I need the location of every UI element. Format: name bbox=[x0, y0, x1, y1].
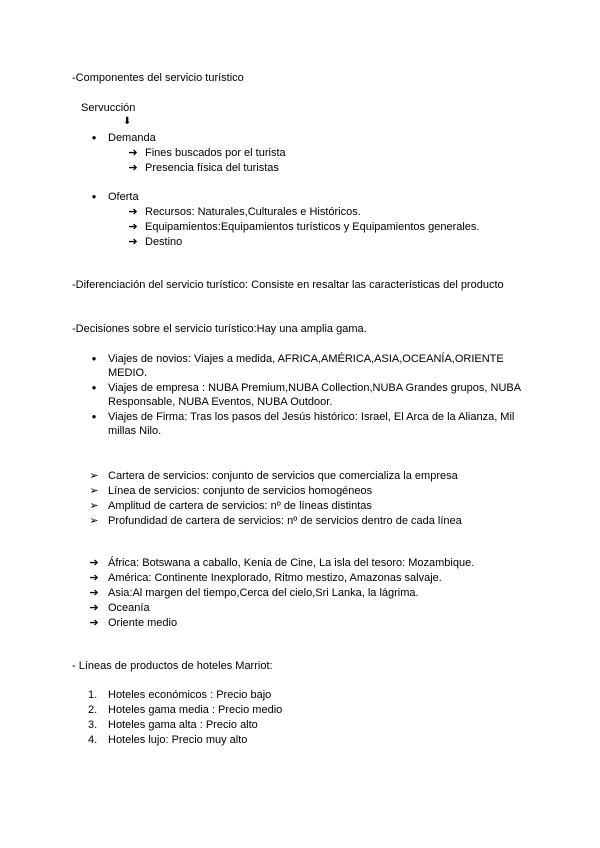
decision-line: Viajes de Firma: Tras los pasos del Jesús histórico: Israel, El Arca de la Alianza, Mil bbox=[108, 411, 515, 423]
arrow-icon: ➔ bbox=[89, 572, 99, 584]
bullet-icon: ● bbox=[91, 412, 97, 421]
demanda-label: Demanda bbox=[108, 132, 156, 144]
decision-line: MEDIO. bbox=[108, 367, 148, 379]
list-number: 2. bbox=[88, 704, 98, 716]
heading-componentes: -Componentes del servicio turístico bbox=[72, 72, 244, 84]
servuccion-label: Servucción bbox=[81, 102, 136, 114]
marriott-item: Hoteles gama alta : Precio alto bbox=[108, 719, 258, 731]
oferta-item: Destino bbox=[145, 236, 183, 248]
list-number: 4. bbox=[88, 734, 98, 746]
arrow-icon: ➔ bbox=[128, 236, 138, 248]
oferta-item: Recursos: Naturales,Culturales e Históricos. bbox=[145, 206, 361, 218]
list-number: 3. bbox=[88, 719, 98, 731]
heading-diferenciacion: -Diferenciación del servicio turístico: Consiste en resaltar las características del producto bbox=[72, 279, 504, 291]
marriott-item: Hoteles lujo: Precio muy alto bbox=[108, 734, 248, 746]
bullet-icon: ● bbox=[91, 354, 97, 363]
decision-line: Viajes de empresa : NUBA Premium,NUBA Collection,NUBA Grandes grupos, NUBA bbox=[108, 382, 522, 394]
arrow-icon: ➔ bbox=[89, 587, 99, 599]
bullet-icon: ● bbox=[91, 383, 97, 392]
arrow-icon: ➔ bbox=[128, 221, 138, 233]
destino-item: Asia:Al margen del tiempo,Cerca del cielo,Sri Lanka, la lágrima. bbox=[108, 587, 419, 599]
bullet-icon: ● bbox=[91, 192, 97, 201]
marriott-item: Hoteles económicos : Precio bajo bbox=[108, 689, 272, 701]
decision-line: Viajes de novios: Viajes a medida, AFRICA,AMÉRICA,ASIA,OCEANÍA,ORIENTE bbox=[108, 353, 504, 365]
heading-decisiones: -Decisiones sobre el servicio turístico:Hay una amplia gama. bbox=[72, 323, 367, 335]
destino-item: África: Botswana a caballo, Kenia de Cine, La isla del tesoro: Mozambique. bbox=[108, 557, 475, 569]
chevron-arrow-icon: ➢ bbox=[89, 470, 99, 482]
arrow-icon: ➔ bbox=[89, 602, 99, 614]
cartera-item: Profundidad de cartera de servicios: nº de servicios dentro de cada línea bbox=[108, 515, 462, 527]
down-arrow-icon: ⬇ bbox=[123, 116, 132, 127]
cartera-item: Cartera de servicios: conjunto de servicios que comercializa la empresa bbox=[108, 470, 458, 482]
list-number: 1. bbox=[88, 689, 98, 701]
destino-item: Oceanía bbox=[108, 602, 150, 614]
oferta-item: Equipamientos:Equipamientos turísticos y Equipamientos generales. bbox=[145, 221, 480, 233]
chevron-arrow-icon: ➢ bbox=[89, 500, 99, 512]
decision-line: Responsable, NUBA Eventos, NUBA Outdoor. bbox=[108, 396, 333, 408]
arrow-icon: ➔ bbox=[128, 206, 138, 218]
decision-line: millas Nilo. bbox=[108, 425, 162, 437]
arrow-icon: ➔ bbox=[89, 557, 99, 569]
arrow-icon: ➔ bbox=[128, 162, 138, 174]
cartera-item: Línea de servicios: conjunto de servicios homogéneos bbox=[108, 485, 373, 497]
bullet-icon: ● bbox=[91, 133, 97, 142]
arrow-icon: ➔ bbox=[128, 147, 138, 159]
oferta-label: Oferta bbox=[108, 191, 139, 203]
cartera-item: Amplitud de cartera de servicios: nº de líneas distintas bbox=[108, 500, 372, 512]
marriott-item: Hoteles gama media : Precio medio bbox=[108, 704, 283, 716]
demanda-item: Fines buscados por el turista bbox=[145, 147, 286, 159]
destino-item: América: Continente Inexplorado, Ritmo mestizo, Amazonas salvaje. bbox=[108, 572, 442, 584]
chevron-arrow-icon: ➢ bbox=[89, 485, 99, 497]
destino-item: Oriente medio bbox=[108, 617, 178, 629]
arrow-icon: ➔ bbox=[89, 617, 99, 629]
chevron-arrow-icon: ➢ bbox=[89, 515, 99, 527]
heading-marriott: - Líneas de productos de hoteles Marriot: bbox=[72, 660, 273, 672]
demanda-item: Presencia física del turistas bbox=[145, 162, 279, 174]
